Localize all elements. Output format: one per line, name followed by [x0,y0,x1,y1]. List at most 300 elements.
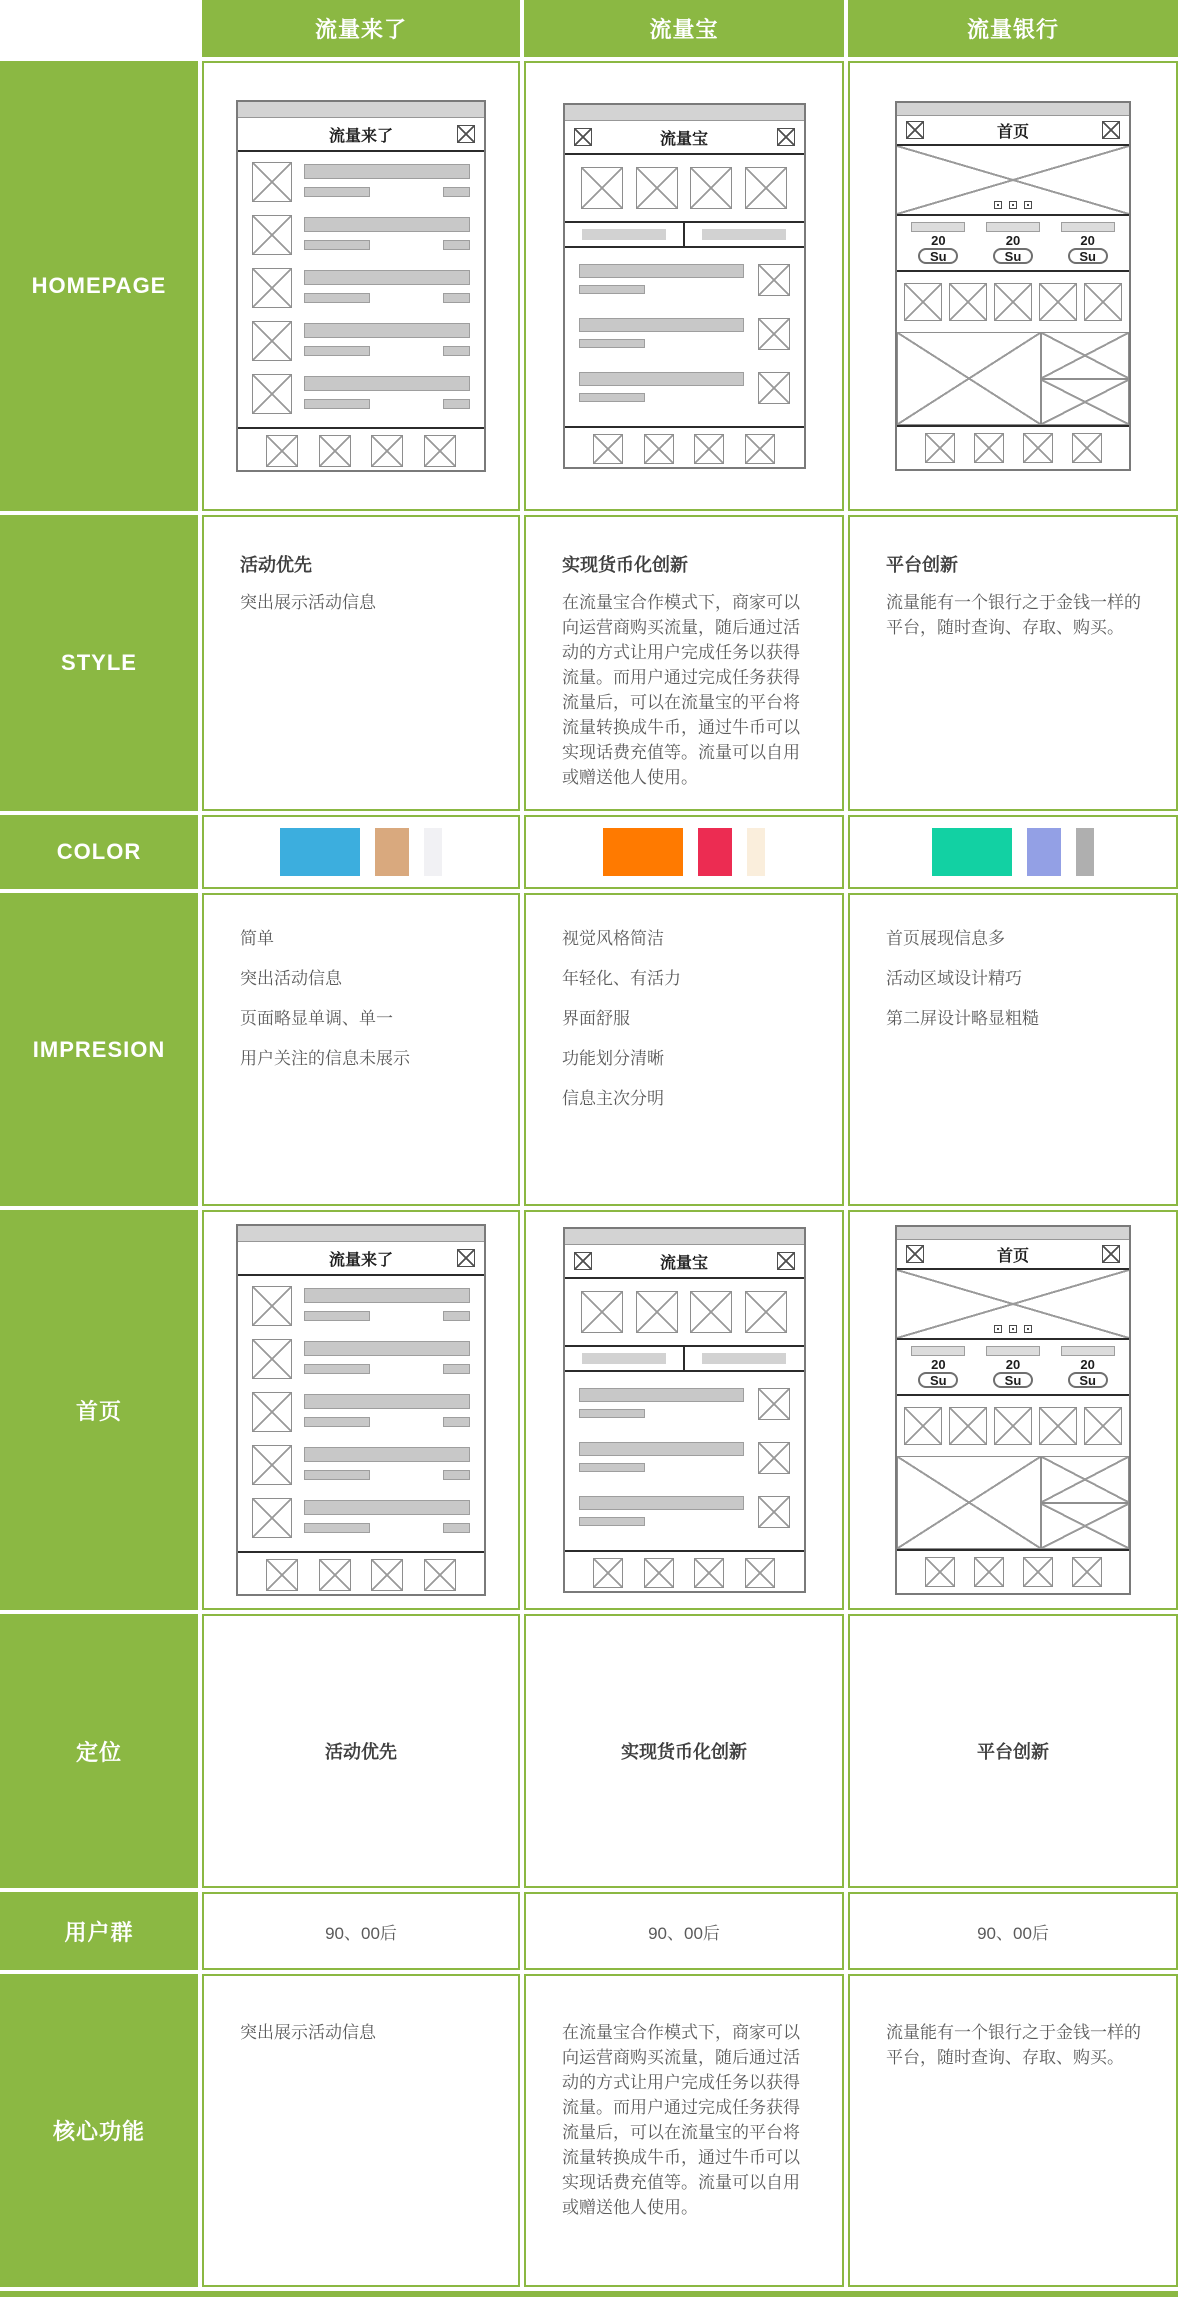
text-bar [579,1442,744,1456]
text-bar [579,393,645,402]
wireframe-title-bar [565,121,804,155]
nav-icon-placeholder [974,433,1004,463]
close-icon [457,125,475,143]
color-swatch [375,828,409,876]
text-placeholder-group [579,1388,744,1420]
wireframe-title-bar [897,116,1129,146]
impression-line: 用户关注的信息未展示 [240,1049,410,1068]
text-bar [911,1346,965,1356]
home-wireframe-app2 [563,1227,806,1593]
text-bar [582,1353,666,1364]
wireframe-title: 流量宝 [659,1254,708,1272]
nav-icon-placeholder [694,1558,724,1588]
wireframe-list-item [252,374,470,414]
wireframe-gallery [897,332,1129,425]
image-placeholder [252,321,292,361]
impression-list [204,895,518,1070]
wireframe-list-item [252,1286,470,1326]
text-placeholder-group [304,1392,470,1432]
wireframe-app2 [563,1227,806,1593]
wireframe-title: 流量来了 [328,127,393,145]
wireframe-tab-bar [897,425,1129,469]
positioning-cell-app2: 实现货币化创新 [524,1614,844,1888]
image-placeholder [252,268,292,308]
text-bar [304,1417,370,1427]
image-placeholder [252,1392,292,1432]
image-placeholder [758,264,790,296]
wireframe-status-bar [238,102,484,118]
style-cell-app2 [524,515,844,811]
wireframe-tab [565,223,684,246]
text-bar [582,229,666,240]
user-group-cell-app2: 90、00后 [524,1892,844,1970]
row-label-core-function: 核心功能 [0,1974,198,2287]
package-value: 20 [1005,233,1021,248]
text-bar [443,1417,470,1427]
su-badge: Su [918,1372,958,1388]
image-placeholder [949,283,987,321]
wireframe-tab-bar [897,1549,1129,1593]
homepage-cell-app1 [202,61,520,511]
text-bar [304,1394,470,1409]
impression-line: 突出活动信息 [240,969,342,988]
wireframe-icon-row [897,272,1129,332]
image-placeholder [949,1407,987,1445]
wireframe-list-item [252,321,470,361]
wireframe-list [565,1372,804,1550]
image-placeholder [636,1291,678,1333]
nav-icon-placeholder [371,1559,403,1591]
carousel-dots [994,1325,1032,1333]
nav-icon-placeholder [424,1559,456,1591]
image-placeholder [758,1496,790,1528]
wireframe-tab-bar [238,427,484,473]
text-bar-row [304,1417,470,1427]
text-bar [443,293,470,303]
image-placeholder [994,283,1032,321]
impression-line: 界面舒服 [562,1009,630,1028]
text-bar [579,1496,744,1510]
positioning-cell-app1: 活动优先 [202,1614,520,1888]
banner-image-placeholder [897,1270,1129,1340]
text-bar [304,1364,370,1374]
row-label-user-group: 用户群 [0,1892,198,1970]
text-placeholder-group [304,1339,470,1379]
text-placeholder-group [579,1496,744,1528]
user-group-cell-app1: 90、00后 [202,1892,520,1970]
column-header-app2: 流量宝 [524,0,844,57]
palette [526,817,842,887]
image-placeholder [1084,1407,1122,1445]
nav-icon-placeholder [319,435,351,467]
text-bar [304,187,370,197]
text-bar [304,1341,470,1356]
wireframe-app1 [236,1224,486,1596]
image-placeholder [690,1291,732,1333]
homepage-cell-app3 [848,61,1178,511]
color-swatch [1027,828,1061,876]
su-badge: Su [1068,248,1108,264]
column-header-app1: 流量来了 [202,0,520,57]
nav-icon-placeholder [1072,1557,1102,1587]
wireframe-list [565,248,804,426]
image-placeholder [1039,283,1077,321]
nav-icon-placeholder [694,434,724,464]
nav-icon-placeholder [266,435,298,467]
text-bar [911,222,965,232]
text-bar [579,1409,645,1418]
nav-icon-placeholder [644,434,674,464]
text-bar [443,1364,470,1374]
homepage-wireframe-app2 [563,103,806,469]
text-placeholder-group [304,215,470,255]
home-wireframe-app1 [236,1224,486,1596]
data-package-item [911,222,965,264]
carousel-dot [994,1325,1002,1333]
palette [850,817,1176,887]
image-placeholder [690,167,732,209]
text-bar [304,1500,470,1515]
text-bar [579,1388,744,1402]
homepage-wireframe-app1 [236,100,486,472]
impression-line: 年轻化、有活力 [562,969,681,988]
wireframe-list-item [252,215,470,255]
data-package-item [1061,222,1115,264]
text-bar [579,318,744,332]
wireframe-title: 首页 [996,123,1029,141]
wireframe-list-item [579,1388,790,1420]
style-body: 在流量宝合作模式下，商家可以向运营商购买流量，随后通过活动的方式让用户完成任务以获得流量。而用户通过完成任务获得流量后，可以在流量宝的平台将流量转换成牛币，通过牛币可以实现话费充值等。流量可以自用或赠送他人使用。 [562,593,800,787]
text-placeholder-group [304,1445,470,1485]
image-placeholder [252,215,292,255]
nav-icon-placeholder [1023,433,1053,463]
row-label-color: COLOR [0,815,198,889]
nav-icon-placeholder [593,1558,623,1588]
bottom-divider [0,2291,1178,2297]
color-cell-app3 [848,815,1178,889]
color-cell-app2 [524,815,844,889]
text-bar [443,1523,470,1533]
image-placeholder [758,1388,790,1420]
nav-icon-placeholder [974,1557,1004,1587]
text-bar-row [304,346,470,356]
close-icon [574,1252,592,1270]
wireframe-app3 [895,1225,1131,1595]
image-placeholder [897,332,1041,425]
wireframe-list-item [579,372,790,404]
text-bar-row [304,1523,470,1533]
impression-line: 简单 [240,929,274,948]
carousel-dot [1009,1325,1017,1333]
text-bar [304,1447,470,1462]
text-placeholder-group [304,1498,470,1538]
wireframe-list-item [252,1392,470,1432]
wireframe-gallery [897,1456,1129,1549]
text-bar-row [304,187,470,197]
close-icon [1102,121,1120,139]
text-bar [443,1311,470,1321]
image-placeholder-column [1041,1456,1129,1549]
text-bar [579,1463,645,1472]
impression-list [850,895,1176,1030]
wireframe-tab [683,223,804,246]
image-placeholder [1084,283,1122,321]
user-group-cell-app3: 90、00后 [848,1892,1178,1970]
close-icon [906,121,924,139]
wireframe-icon-row [565,1279,804,1345]
nav-icon-placeholder [371,435,403,467]
image-placeholder [758,1442,790,1474]
text-bar [304,1470,370,1480]
wireframe-list-item [252,1498,470,1538]
color-swatch [603,828,683,876]
image-placeholder [252,1339,292,1379]
close-icon [777,128,795,146]
nav-icon-placeholder [644,1558,674,1588]
color-swatch [747,828,765,876]
image-placeholder [581,1291,623,1333]
data-package-row [897,1340,1129,1396]
nav-icon-placeholder [1023,1557,1053,1587]
core-function-cell-app2: 在流量宝合作模式下，商家可以向运营商购买流量，随后通过活动的方式让用户完成任务以获得流量。而用户通过完成任务获得流量后，可以在流量宝的平台将流量转换成牛币，通过牛币可以实现话费充值等。流量可以自用或赠送他人使用。 [524,1974,844,2287]
text-placeholder-group [579,318,744,350]
wireframe-status-bar [238,1226,484,1242]
nav-icon-placeholder [424,435,456,467]
text-bar-row [304,399,470,409]
nav-icon-placeholder [745,434,775,464]
text-bar [443,187,470,197]
close-icon [457,1249,475,1267]
image-placeholder [994,1407,1032,1445]
text-bar [304,293,370,303]
wireframe-icon-row [897,1396,1129,1456]
wireframe-tab [683,1347,804,1370]
text-bar [986,1346,1040,1356]
impression-line: 第二屏设计略显粗糙 [886,1009,1039,1028]
wireframe-app2 [563,103,806,469]
text-bar [579,372,744,386]
core-function-cell-app3: 流量能有一个银行之于金钱一样的平台，随时查询、存取、购买。 [848,1974,1178,2287]
image-placeholder [1041,1456,1129,1503]
package-value: 20 [1080,1357,1095,1372]
impression-cell-app3 [848,893,1178,1206]
wireframe-status-bar [897,1227,1129,1240]
data-package-row [897,216,1129,272]
text-bar [1061,222,1115,232]
wireframe-list-item [252,268,470,308]
wireframe-tab-bar [238,1551,484,1597]
text-bar [702,229,786,240]
package-value: 20 [931,233,946,248]
wireframe-tab-bar [565,426,804,470]
image-placeholder [1041,379,1129,426]
close-icon [1102,1245,1120,1263]
text-bar [304,1523,370,1533]
su-badge: Su [918,248,958,264]
impression-line: 页面略显单调、单一 [240,1009,393,1028]
image-placeholder [252,1445,292,1485]
text-bar [304,217,470,232]
wireframe-tab [565,1347,684,1370]
text-bar [579,264,744,278]
image-placeholder-column [1041,332,1129,425]
positioning-cell-app3: 平台创新 [848,1614,1178,1888]
wireframe-list [238,1276,484,1551]
image-placeholder [758,372,790,404]
wireframe-list-item [579,264,790,296]
wireframe-list-item [579,1496,790,1528]
color-swatch [698,828,732,876]
text-placeholder-group [579,264,744,296]
su-badge: Su [993,1372,1033,1388]
color-cell-app1 [202,815,520,889]
text-bar [1061,1346,1115,1356]
image-placeholder [252,1286,292,1326]
text-bar-row [304,1311,470,1321]
text-bar-row [304,240,470,250]
text-bar-row [304,1364,470,1374]
color-swatch [424,828,442,876]
wireframe-status-bar [897,103,1129,116]
data-package-item [911,1346,965,1388]
text-bar [443,346,470,356]
image-placeholder [745,1291,787,1333]
wireframe-list-item [252,1445,470,1485]
wireframe-title-bar [238,118,484,152]
row-label-home: 首页 [0,1210,198,1610]
package-value: 20 [1005,1357,1021,1372]
text-bar [443,240,470,250]
carousel-dot [1009,201,1017,209]
text-bar [304,399,370,409]
text-placeholder-group [304,268,470,308]
wireframe-list-item [252,1339,470,1379]
text-bar [579,339,645,348]
text-bar [304,164,470,179]
wireframe-tab-switcher [565,1345,804,1372]
impression-line: 活动区域设计精巧 [886,969,1022,988]
home-wireframe-app3 [895,1225,1131,1595]
text-placeholder-group [304,374,470,414]
text-bar [304,1288,470,1303]
impression-cell-app1 [202,893,520,1206]
wireframe-title-bar [565,1245,804,1279]
carousel-dot [994,201,1002,209]
text-placeholder-group [579,1442,744,1474]
style-cell-app3 [848,515,1178,811]
wireframe-title: 首页 [996,1247,1029,1265]
style-heading: 活动优先 [240,555,312,575]
palette [204,817,518,887]
su-badge: Su [993,248,1033,264]
impression-line: 首页展现信息多 [886,929,1005,948]
wireframe-tab-bar [565,1550,804,1594]
package-value: 20 [931,1357,946,1372]
carousel-dot [1024,1325,1032,1333]
wireframe-title-bar [897,1240,1129,1270]
wireframe-title-bar [238,1242,484,1276]
image-placeholder [252,1498,292,1538]
image-placeholder [897,1456,1041,1549]
data-package-item [986,1346,1040,1388]
color-swatch [280,828,360,876]
text-placeholder-group [579,372,744,404]
image-placeholder [904,1407,942,1445]
text-placeholder-group [304,1286,470,1326]
carousel-dot [1024,201,1032,209]
wireframe-list [238,152,484,427]
image-placeholder [1039,1407,1077,1445]
homepage-cell-app2 [524,61,844,511]
close-icon [906,1245,924,1263]
data-package-item [1061,1346,1115,1388]
wireframe-app3 [895,101,1131,471]
style-heading: 实现货币化创新 [562,555,688,575]
nav-icon-placeholder [593,434,623,464]
wireframe-list-item [579,318,790,350]
text-bar [304,1311,370,1321]
text-bar [443,1470,470,1480]
row-label-homepage: HOMEPAGE [0,61,198,511]
text-bar [304,376,470,391]
text-bar [986,222,1040,232]
text-bar [304,240,370,250]
nav-icon-placeholder [1072,433,1102,463]
home-cell-app1 [202,1210,520,1610]
banner-image-placeholder [897,146,1129,216]
image-placeholder [252,374,292,414]
impression-line: 视觉风格简洁 [562,929,664,948]
text-placeholder-group [304,162,470,202]
image-placeholder [1041,1503,1129,1550]
nav-icon-placeholder [745,1558,775,1588]
style-body: 突出展示活动信息 [240,593,376,612]
wireframe-list-item [252,162,470,202]
impression-list [526,895,842,1110]
text-bar [304,270,470,285]
wireframe-status-bar [565,1229,804,1245]
text-bar-row [304,293,470,303]
style-body: 流量能有一个银行之于金钱一样的平台，随时查询、存取、购买。 [886,593,1141,637]
text-placeholder-group [304,321,470,361]
impression-line: 信息主次分明 [562,1089,664,1108]
row-label-positioning: 定位 [0,1614,198,1888]
nav-icon-placeholder [266,1559,298,1591]
image-placeholder [636,167,678,209]
text-bar [702,1353,786,1364]
wireframe-title: 流量宝 [659,130,708,148]
close-icon [574,128,592,146]
nav-icon-placeholder [319,1559,351,1591]
impression-cell-app2 [524,893,844,1206]
image-placeholder [745,167,787,209]
text-bar [304,323,470,338]
wireframe-list-item [579,1442,790,1474]
package-value: 20 [1080,233,1095,248]
carousel-dots [994,201,1032,209]
su-badge: Su [1068,1372,1108,1388]
impression-line: 功能划分清晰 [562,1049,664,1068]
image-placeholder [581,167,623,209]
wireframe-app1 [236,100,486,472]
nav-icon-placeholder [925,1557,955,1587]
text-bar [579,285,645,294]
style-cell-app1 [202,515,520,811]
nav-icon-placeholder [925,433,955,463]
image-placeholder [758,318,790,350]
row-label-style: STYLE [0,515,198,811]
text-bar [579,1517,645,1526]
